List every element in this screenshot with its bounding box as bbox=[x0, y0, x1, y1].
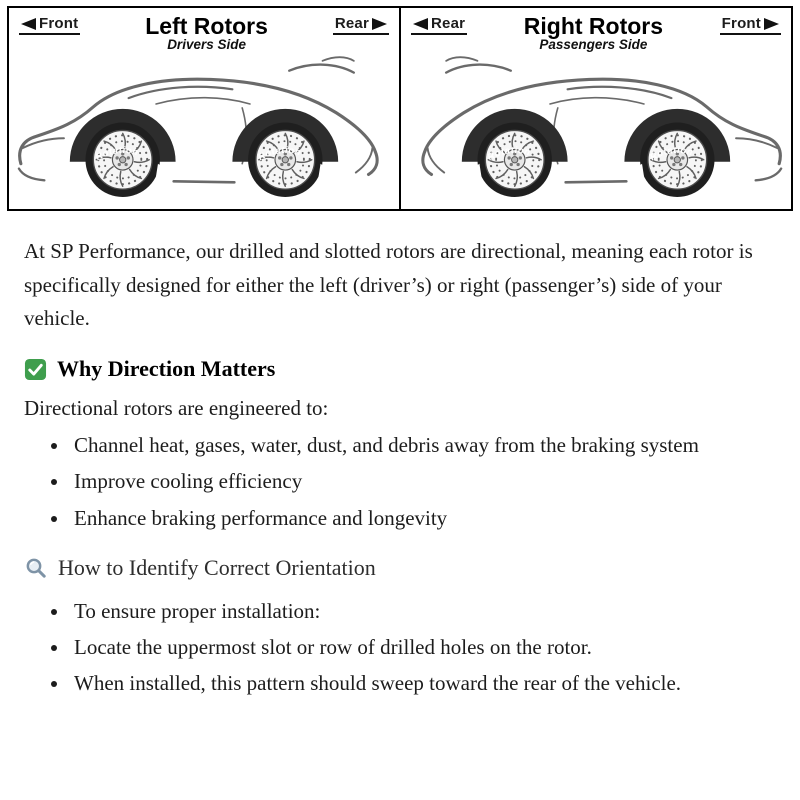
green-check-icon bbox=[24, 358, 47, 381]
panel-title: Right Rotors bbox=[523, 13, 664, 39]
rotation-label: Rotation bbox=[256, 145, 303, 163]
arrow-left-icon bbox=[21, 18, 36, 30]
rotation-arrow-icon bbox=[156, 164, 168, 177]
panel-title: Left Rotors bbox=[145, 13, 268, 39]
right-panel-titles bbox=[524, 14, 663, 52]
rear-direction-label bbox=[411, 15, 467, 35]
rotation-arrow-icon bbox=[319, 164, 331, 177]
rotation-label: Rotation bbox=[93, 145, 140, 163]
orientation-bullet-list bbox=[24, 595, 776, 701]
magnifier-icon bbox=[24, 556, 48, 580]
car-illustration-right bbox=[405, 54, 787, 209]
list-item: • Improve cooling efficiency bbox=[70, 465, 776, 498]
list-item: • Locate the uppermost slot or row of drilled holes on the rotor. bbox=[70, 631, 776, 664]
front-direction-label bbox=[19, 15, 80, 35]
arrow-right-icon bbox=[372, 18, 387, 30]
left-panel-header bbox=[13, 12, 395, 52]
rotation-arrow-icon bbox=[632, 164, 644, 177]
direction-text: Rear bbox=[334, 15, 369, 32]
rotation-label: Rotation bbox=[648, 145, 695, 163]
heading-text: How to Identify Correct Orientation bbox=[58, 554, 376, 580]
intro-paragraph: At SP Performance, our drilled and slotted rotors are directional, meaning each rotor is specifically designed for either the left (driver’s) or right (passenger’s) side of your vehicle. bbox=[24, 239, 753, 331]
panel-subtitle: Drivers Side bbox=[167, 37, 246, 53]
rotation-arrow-icon bbox=[470, 164, 482, 177]
car-illustration-left bbox=[13, 54, 395, 209]
arrow-right-icon bbox=[764, 18, 779, 30]
list-item: • Channel heat, gases, water, dust, and debris away from the braking system bbox=[70, 429, 776, 462]
article-body bbox=[0, 215, 800, 743]
left-panel-titles bbox=[145, 14, 268, 52]
rotation-label: Rotation bbox=[485, 145, 532, 163]
right-rotors-panel bbox=[399, 8, 791, 209]
right-panel-header bbox=[405, 12, 787, 52]
direction-text: Rear bbox=[431, 15, 466, 32]
heading-text: Why Direction Matters bbox=[57, 355, 276, 381]
section-heading-direction bbox=[24, 356, 776, 382]
direction-bullet-list bbox=[24, 429, 776, 535]
rotor-direction-diagram bbox=[7, 6, 793, 211]
direction-text: Front bbox=[721, 15, 761, 32]
section-heading-orientation bbox=[24, 555, 776, 581]
arrow-left-icon bbox=[413, 18, 428, 30]
left-rotors-panel bbox=[9, 8, 399, 209]
direction-text: Front bbox=[39, 15, 79, 32]
rear-direction-label bbox=[333, 15, 389, 35]
list-item: • To ensure proper installation: bbox=[70, 595, 776, 628]
list-item: • Enhance braking performance and longevity bbox=[70, 502, 776, 535]
list-item: • When installed, this pattern should sweep toward the rear of the vehicle. bbox=[70, 667, 776, 700]
lead-paragraph: Directional rotors are engineered to: bbox=[24, 396, 329, 421]
front-direction-label bbox=[720, 15, 781, 35]
panel-subtitle: Passengers Side bbox=[539, 37, 648, 53]
